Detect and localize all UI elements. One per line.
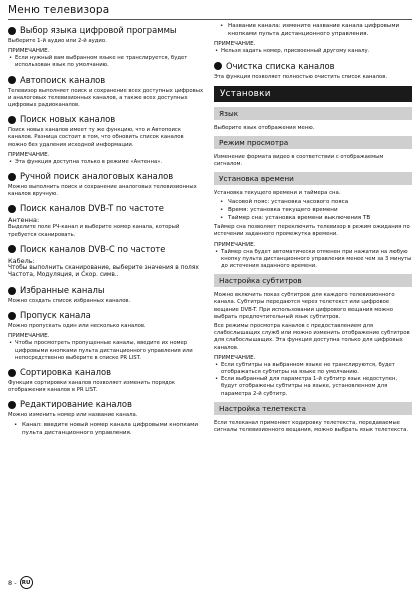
bullet-dot-icon xyxy=(8,173,16,181)
title-divider xyxy=(8,19,412,20)
bullet-dot-icon xyxy=(8,245,16,253)
section-edit-channels-cont xyxy=(214,22,412,56)
note-item: • Эта функция доступна только в режиме «Антенна». xyxy=(8,159,204,166)
section-heading: Избранные каналы xyxy=(20,285,105,296)
bullet-dot-icon xyxy=(8,401,16,409)
section-text: Установка текущего времени и таймера сна. xyxy=(214,190,341,197)
section-heading: Выбор языка цифровой программы xyxy=(20,25,177,35)
note-item: • Если субтитры на выбранном языке не транслируются, будет отображаться субтитры на языке по умолчанию. xyxy=(214,362,412,376)
subheading-time-setup: Установка времени xyxy=(214,172,412,185)
bullet-dot-icon xyxy=(8,76,16,84)
section-text: Можно пропускать один или несколько каналов. xyxy=(8,323,146,330)
section-heading: Поиск каналов DVB-C по частоте xyxy=(20,243,166,254)
section-text: Выделите поле РЧ-канал и выберите номер канала, который требуется сканировать. xyxy=(8,224,180,238)
section-skip-channel xyxy=(8,310,204,362)
bullet-dot-icon xyxy=(8,369,16,377)
section-heading: Поиск новых каналов xyxy=(20,114,116,125)
section-text: Выберите 1-й аудио или 2-й аудио. xyxy=(8,38,107,44)
section-text: Функция сортировки каналов позволяет изменить порядок отображения каналов в PR LIST. xyxy=(8,380,176,394)
section-sort-channels xyxy=(8,367,204,394)
note-item: • Таймер сна будет автоматически отменен при нажатии на любую кнопку пульта дистанционного управления менее чем за 3 минуты до истечения заданного времени. xyxy=(214,249,412,271)
page-number: 8 - xyxy=(8,578,17,587)
list-item: • Часовой пояс: установка часового пояса xyxy=(214,198,412,206)
settings-banner: Установки xyxy=(214,86,412,102)
list-item: • Таймер сна: установка времени выключения ТВ xyxy=(214,214,412,222)
section-text: Чтобы выполнить сканирование, выберите значения в полях Частота, Модуляция, и Скор. симв.. xyxy=(8,264,199,279)
section-heading: Поиск каналов DVB-T по частоте xyxy=(20,203,164,214)
section-text: Если телеканал применяет кодировку телетекста, передаваемые сигналы телевизионного вещания, можно выбрать язык телетекста. xyxy=(214,419,409,434)
note-item: • Нельзя задать номер, присвоенный другому каналу. xyxy=(214,48,412,55)
note-item: • Если выбранный для параметра 1-й субтитр язык недоступен, будут отображены субтитры на языке, установленном для параметра 2-й субтитр. xyxy=(214,376,412,398)
section-favorites xyxy=(8,285,204,305)
section-text: Можно выполнить поиск и сохранение аналоговых телевизионных каналов вручную. xyxy=(8,184,197,198)
note-label: ПРИМЕЧАНИЕ. xyxy=(8,48,50,55)
section-text: Выберите язык отображения меню. xyxy=(214,124,315,131)
note-item: • Чтобы просмотреть пропущенные каналы, введите их номер цифровыми кнопками пульта дистанционного управления или непосредственно выберите в списке PR LIST. xyxy=(8,340,204,362)
section-text: Телевизор выполняет поиск и сохранение всех доступных цифровых и аналоговых телевизионных каналов, а также всех доступных цифровых радиоканалов. xyxy=(8,87,204,109)
source-label: Антенна: xyxy=(8,216,40,225)
section-text: Можно создать список избранных каналов. xyxy=(8,298,131,305)
bullet-dot-icon xyxy=(8,27,16,35)
section-heading: Пропуск канала xyxy=(20,310,91,321)
section-heading: Ручной поиск аналоговых каналов xyxy=(20,171,174,182)
section-heading: Автопоиск каналов xyxy=(20,74,106,85)
section-text: Таймер сна позволяет переключить телевизор в режим ожидания по истечении заданного промежутка времени. xyxy=(214,224,410,238)
note-item: • Если нужный вам выбранном языке не транслируется, будет использован язык по умолчанию. xyxy=(8,55,204,69)
source-label: Кабель: xyxy=(8,256,35,265)
left-column xyxy=(8,25,204,442)
subheading-teletext: Настройка телетекста xyxy=(214,402,412,415)
subheading-subtitles: Настройка субтитров xyxy=(214,274,412,287)
note-label: ПРИМЕЧАНИЕ. xyxy=(214,241,256,248)
section-new-search xyxy=(8,114,204,166)
section-clear-list xyxy=(214,61,412,81)
note-label: ПРИМЕЧАНИЕ. xyxy=(214,41,256,48)
right-column xyxy=(214,22,412,434)
page-title: Меню телевизора xyxy=(8,4,110,16)
section-heading: Редактирование каналов xyxy=(20,399,132,410)
section-dvbc-search xyxy=(8,244,204,280)
note-label: ПРИМЕЧАНИЕ. xyxy=(8,333,50,340)
page-footer xyxy=(8,576,33,589)
subheading-view-mode: Режим просмотра xyxy=(214,136,412,149)
section-dvbt-search xyxy=(8,203,204,238)
section-autosearch xyxy=(8,75,204,110)
list-item: • Название канала: измените название канала цифровыми кнопками пульта дистанционного управления. xyxy=(214,22,412,38)
subheading-language: Язык xyxy=(214,107,412,120)
list-item: • Канал: введите новый номер канала цифровыми кнопками пульта дистанционного управления. xyxy=(8,421,204,437)
section-text: Можно изменить номер или название канала. xyxy=(8,412,138,419)
section-audio-language xyxy=(8,25,204,70)
bullet-dot-icon xyxy=(8,116,16,124)
list-item: • Время: установка текущего времени xyxy=(214,206,412,214)
section-text: Можно включить показ субтитров для каждого телевизионного канала. Субтитры передаются через телетекст или цифровое вещание DVB-T. При использовании цифрового вещания можно выбрать предпочтительный язык субтитров. xyxy=(214,292,395,320)
section-heading: Очистка списка каналов xyxy=(226,60,335,71)
section-text: Изменение формата видео в соответствии с отображаемым сигналом. xyxy=(214,154,384,168)
section-edit-channels xyxy=(8,399,204,437)
bullet-dot-icon xyxy=(8,312,16,320)
language-badge-icon: RU xyxy=(20,576,33,589)
note-label: ПРИМЕЧАНИЕ. xyxy=(8,151,50,158)
bullet-dot-icon xyxy=(214,62,222,70)
bullet-dot-icon xyxy=(8,205,16,213)
section-text: Поиск новых каналов имеет ту же функцию, что и Автопоиск каналов. Разница состоит в том, что обновить список каналов можно без удаления исходной информации. xyxy=(8,127,184,148)
section-heading: Сортировка каналов xyxy=(20,367,112,378)
bullet-dot-icon xyxy=(8,287,16,295)
section-text: Эта функция позволяет полностью очистить список каналов. xyxy=(214,73,388,80)
section-text: Все режимы просмотра каналов с предоставлением для слабослышащих служб или можно изменить отображение субтитров для слабослышащих. Эта функция доступна только для цифровых каналов. xyxy=(214,323,410,351)
section-manual-analog xyxy=(8,171,204,198)
note-label: ПРИМЕЧАНИЕ. xyxy=(214,354,256,361)
